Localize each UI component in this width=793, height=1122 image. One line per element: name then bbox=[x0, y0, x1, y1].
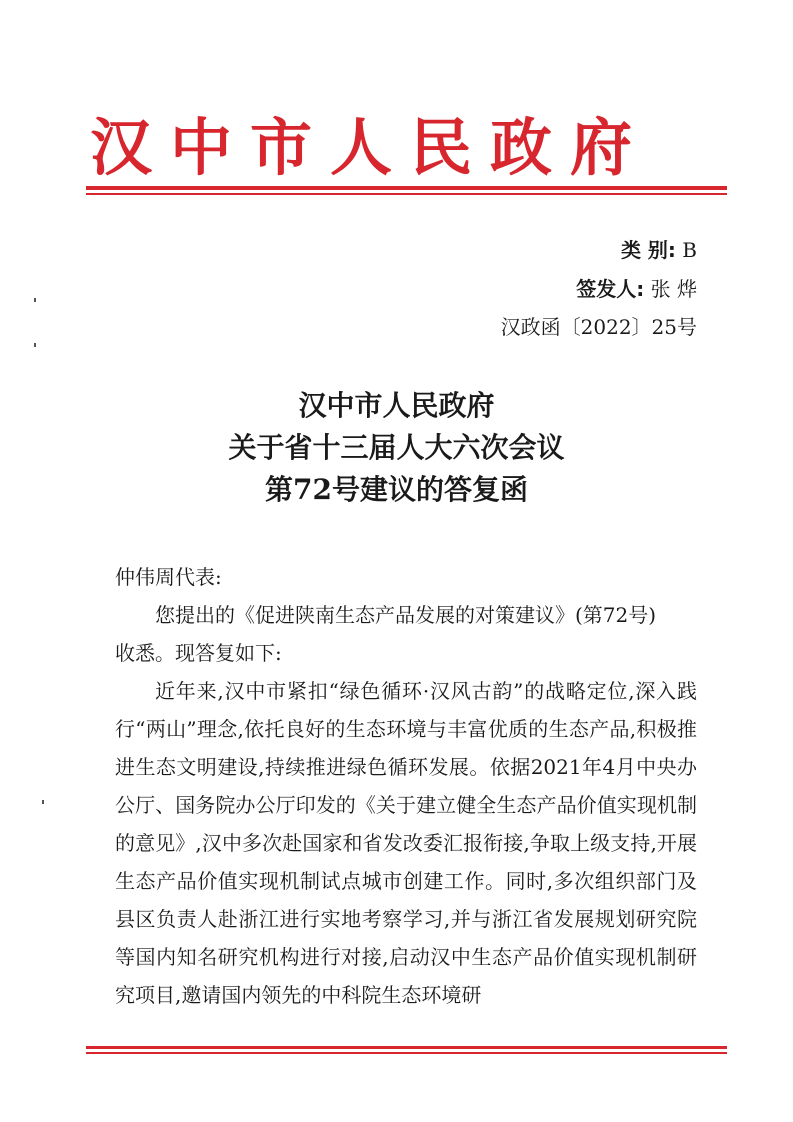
paragraph-1-tail: 收悉。现答复如下: bbox=[115, 641, 282, 665]
footer-rule-thick bbox=[86, 1046, 727, 1049]
paragraph-2: 近年来,汉中市紧扣“绿色循环·汉风古韵”的战略定位,深入践行“两山”理念,依托良好的生态环境与丰富优质的生态产品,积极推进生态文明建设,持续推进绿色循环发展。依据2021年4月中央办公厅、国务院办公厅印发的《关于建立健全生态产品价值实现机制的意见》,汉中多次赴国家和省发改委汇报衔接,争取上级支持,开展生态产品价值实现机制试点城市创建工作。同时,多次组织部门及县区负责人赴浙江进行实地考察学习,并与浙江省发展规划研究院等国内知名研究机构进行对接,启动汉中生态产品价值实现机制研究项目,邀请国内领先的中科院生态环境研 bbox=[115, 679, 697, 1007]
footer-rule-thin bbox=[86, 1052, 727, 1054]
masthead-rule-thick bbox=[86, 186, 727, 190]
document-body bbox=[115, 558, 697, 1014]
scan-speck bbox=[42, 800, 44, 804]
document-number: 汉政函〔2022〕25号 bbox=[500, 315, 697, 339]
title-line-3: 第72号建议的答复函 bbox=[265, 473, 528, 506]
category-value: B bbox=[682, 238, 697, 262]
title-line-2: 关于省十三届人大六次会议 bbox=[228, 431, 565, 464]
masthead-rule-thin bbox=[86, 193, 727, 195]
document-title bbox=[100, 385, 693, 511]
title-line-1: 汉中市人民政府 bbox=[298, 389, 495, 422]
scan-speck bbox=[34, 343, 36, 347]
category-label: 类 别: bbox=[620, 238, 676, 262]
signer-line bbox=[576, 275, 697, 303]
masthead-title: 汉中市人民政府 bbox=[90, 111, 651, 184]
signer-value: 张 烨 bbox=[650, 277, 697, 301]
salutation: 仲伟周代表: bbox=[115, 565, 222, 589]
signer-label: 签发人: bbox=[576, 277, 645, 301]
category-line bbox=[621, 236, 697, 264]
paragraph-1: 您提出的《促进陕南生态产品发展的对策建议》(第72号) bbox=[155, 603, 657, 627]
scan-speck bbox=[34, 298, 36, 302]
